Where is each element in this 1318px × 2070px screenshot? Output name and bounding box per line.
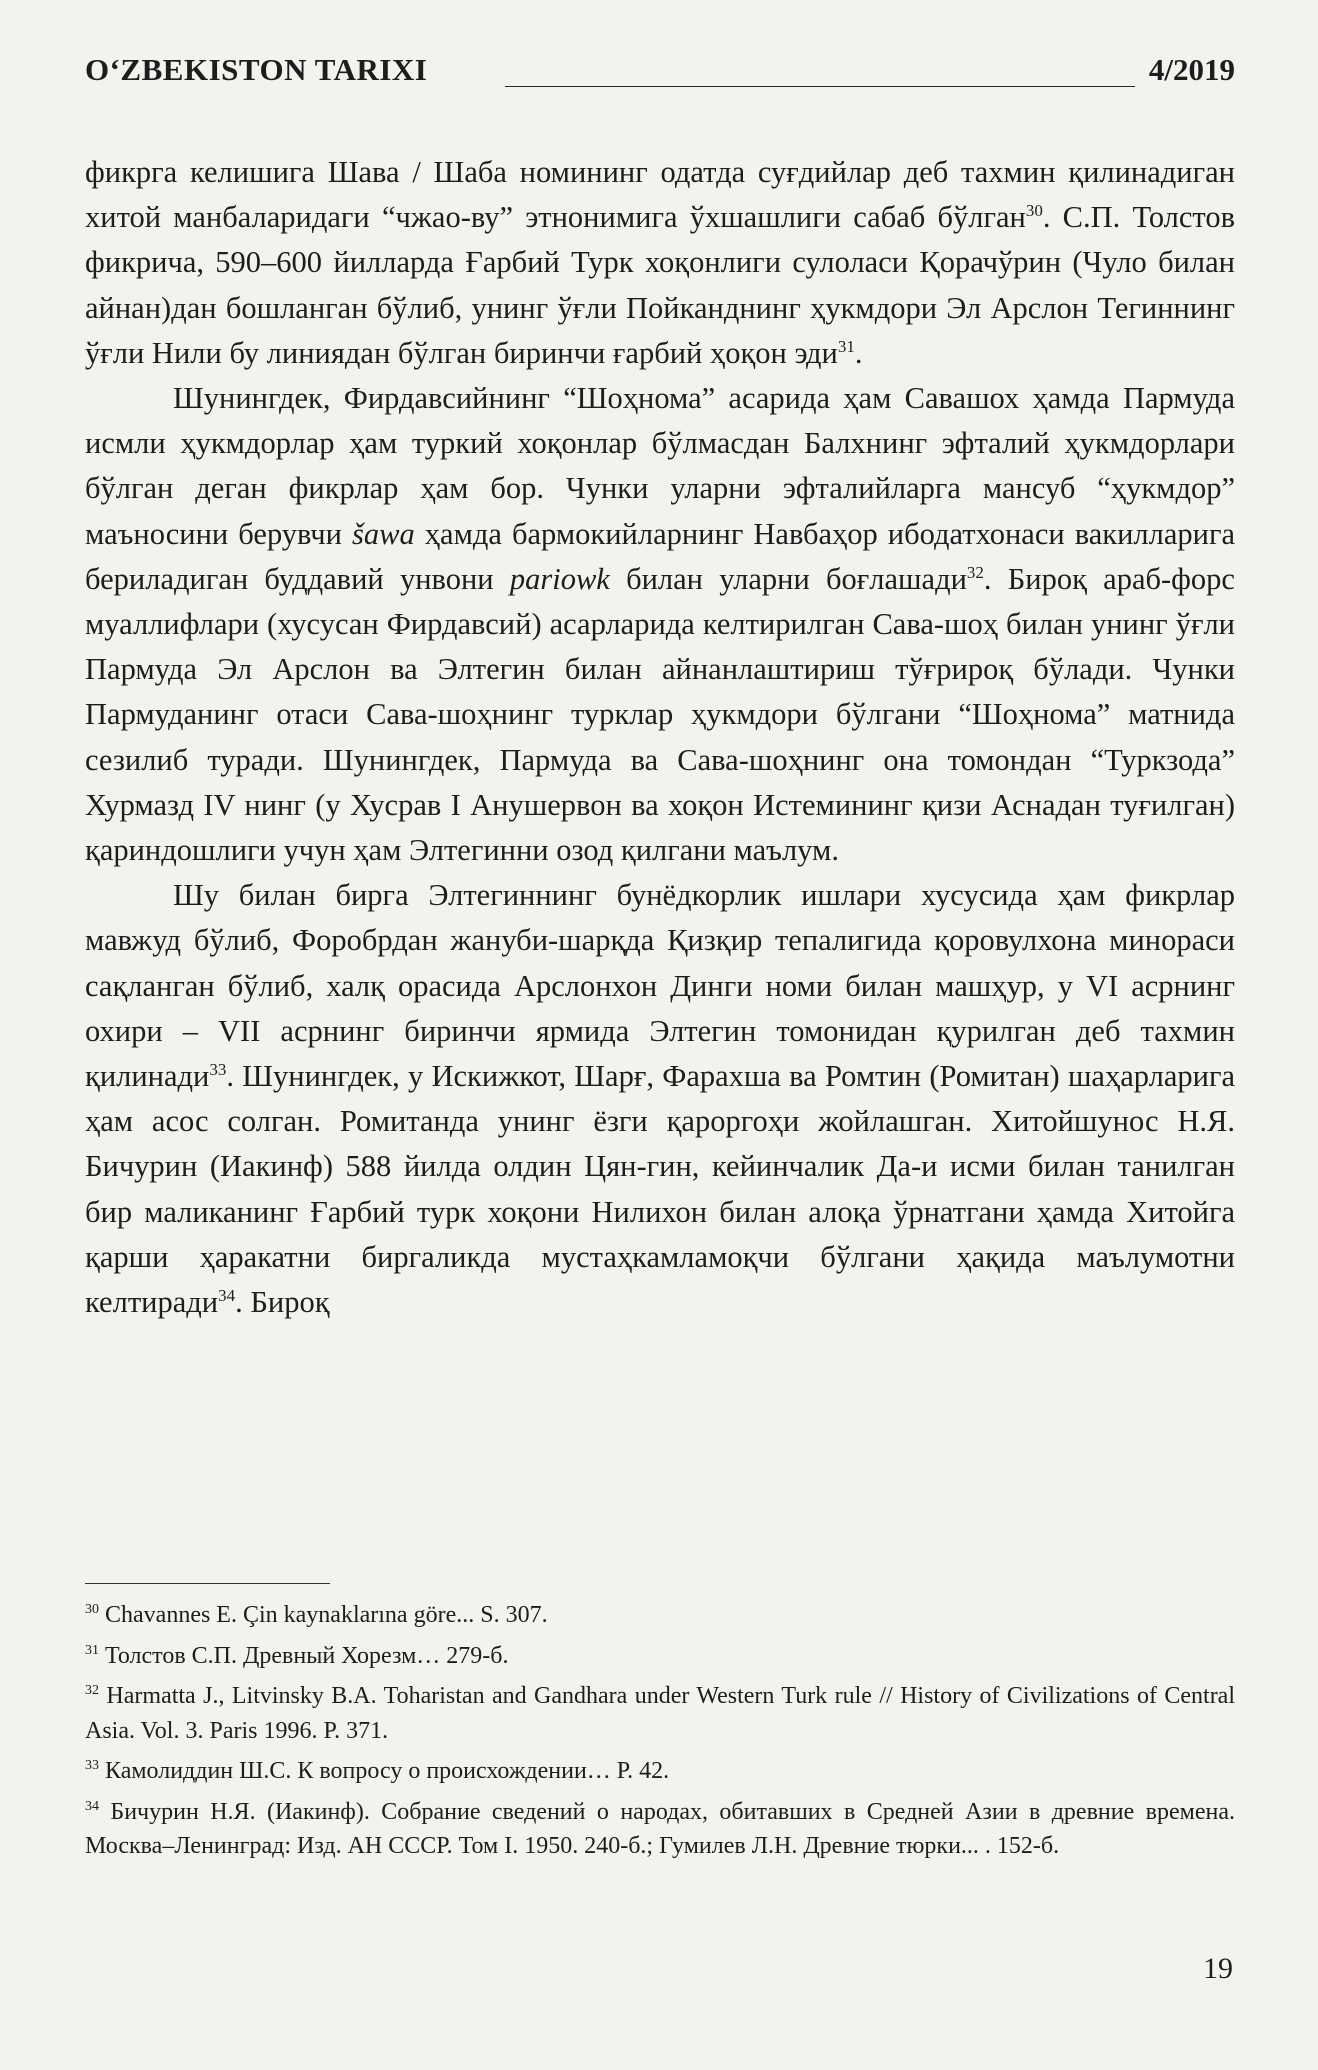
footnote-text: Толстов С.П. Древный Хорезм… 279-б. [105, 1642, 509, 1669]
article-body [85, 150, 1235, 1325]
footnotes [85, 1598, 1235, 1870]
footnote-ref: 30 [1025, 201, 1043, 221]
footnote-ref: 33 [209, 1059, 227, 1079]
footnote [85, 1598, 1235, 1633]
footnote-number: 32 [85, 1683, 99, 1698]
footnote [85, 1639, 1235, 1674]
italic-term: šawa [352, 516, 415, 551]
journal-title: O‘ZBEKISTON TARIXI [85, 52, 428, 87]
paragraph: Шу билан бирга Элтегиннинг бунёдкорлик ишлари хусусида ҳам фикрлар мавжуд бўлиб, Форобрдан жануби-шарқда Қизқир тепалигида қоровулхона минораси сақланган бўлиб, халқ орасида Арслонхон Динги номи билан машҳур, у VI асрнинг охири – VII асрнинг биринчи ярмида Элтегин томонидан қурилган деб тахмин қилинади$^{33}$. Шунингдек, у Искижкот, Шарғ, Фарахша ва Ромтин (Ромитан) шаҳарларига ҳам асос солган. Ромитанда унинг ёзги қароргоҳи жойлашган. Хитойшунос Н.Я. Бичурин (Иакинф) 588 йилда олдин Цян-гин, кейинчалик Да-и исми билан танилган бир маликанинг Ғарбий турк хоқони Нилихон билан алоқа ўрнатгани ҳамда Хитойга қарши ҳаракатни биргаликда мустаҳкамламоқчи бўлгани ҳақида маълумотни келтиради$^{34}$. Бироқ [85, 878, 1235, 1320]
footnote-ref: 31 [837, 336, 855, 356]
issue-number: 4/2019 [1148, 52, 1235, 87]
paragraph: Шунингдек, Фирдавсийнинг “Шоҳнома” асарида ҳам Савашох ҳамда Пармуда исмли ҳукмдорлар ҳам туркий хоқонлар бўлмасдан Балхнинг эфталий ҳукмдорлари бўлган деган фикрлар ҳам бор. Чунки уларни эфталийларга мансуб “ҳукмдор” маъносини берувчи šawa ҳамда бармокийларнинг Навбаҳор ибодатхонаси вакилларига бериладиган буддавий унвони pariowk билан уларни боғлашади$^{32}$. Бироқ араб-форс муаллифлари (хусусан Фирдавсий) асарларида келтирилган Сава-шоҳ билан унинг ўғли Пармуда Эл Арслон ва Элтегин билан айнанлаштириш тўғрироқ бўлади. Чунки Пармуданинг отаси Сава-шоҳнинг турклар ҳукмдори бўлгани “Шоҳнома” матнида сезилиб туради. Шунингдек, Пармуда ва Сава-шоҳнинг она томондан “Туркзода” Хурмазд IV нинг (у Хусрав I Анушервон ва хоқон Истемининг қизи Аснадан туғилган) қариндошлиги учун ҳам Элтегинни озод қилгани маълум. [85, 381, 1236, 868]
footnote-text: Камолиддин Ш.С. К вопросу о происхождении… Р. 42. [105, 1758, 670, 1784]
footnote-number: 31 [85, 1642, 99, 1658]
italic-term: pariowk [509, 561, 610, 596]
paragraph: фикрга келишига Шава / Шаба номининг одатда суғдийлар деб тахмин қилинадиган хитой манбаларидаги “чжао-ву” этнонимига ўхшашлиги сабаб бўлган$^{30}$. С.П. Толстов фикрича, 590–600 йилларда Ғарбий Турк хоқонлиги сулоласи Қорачўрин (Чуло билан айнан)дан бошланган бўлиб, унинг ўғли Пойканднинг ҳукмдори Эл Арслон Тегиннинг ўғли Нили бу линиядан бўлган биринчи ғарбий ҳоқон эди$^{31}$. [85, 155, 1235, 370]
footnote-number: 30 [85, 1602, 99, 1617]
footnote [85, 1795, 1235, 1864]
footnote-number: 33 [85, 1758, 99, 1773]
footnote [85, 1754, 1235, 1789]
header-rule [505, 86, 1135, 87]
running-header [85, 52, 1235, 94]
footnote-text: Бичурин Н.Я. (Иакинф). Собрание сведений о народах, обитавших в Средней Азии в древние времена. Москва–Ленинград: Изд. АН СССР. Том I. 1950. 240-б.; Гумилев Л.Н. Древние тюрки... . 152-б. [85, 1798, 1235, 1859]
footnote-number: 34 [85, 1798, 99, 1814]
footnote-text: Harmatta J., Litvinsky B.A. Toharistan and Gandhara under Western Turk rule // History of Civilizations of Central Asia. Vol. 3. Paris 1996. P. 371. [85, 1683, 1236, 1744]
footnote-separator [85, 1583, 330, 1584]
footnote-text: Chavannes E. Çin kaynaklarına göre... S. 307. [105, 1602, 548, 1628]
footnote-ref: 32 [966, 562, 984, 582]
footnote [85, 1679, 1235, 1748]
footnote-ref: 34 [218, 1285, 236, 1305]
page-number: 19 [1203, 1952, 1233, 1985]
